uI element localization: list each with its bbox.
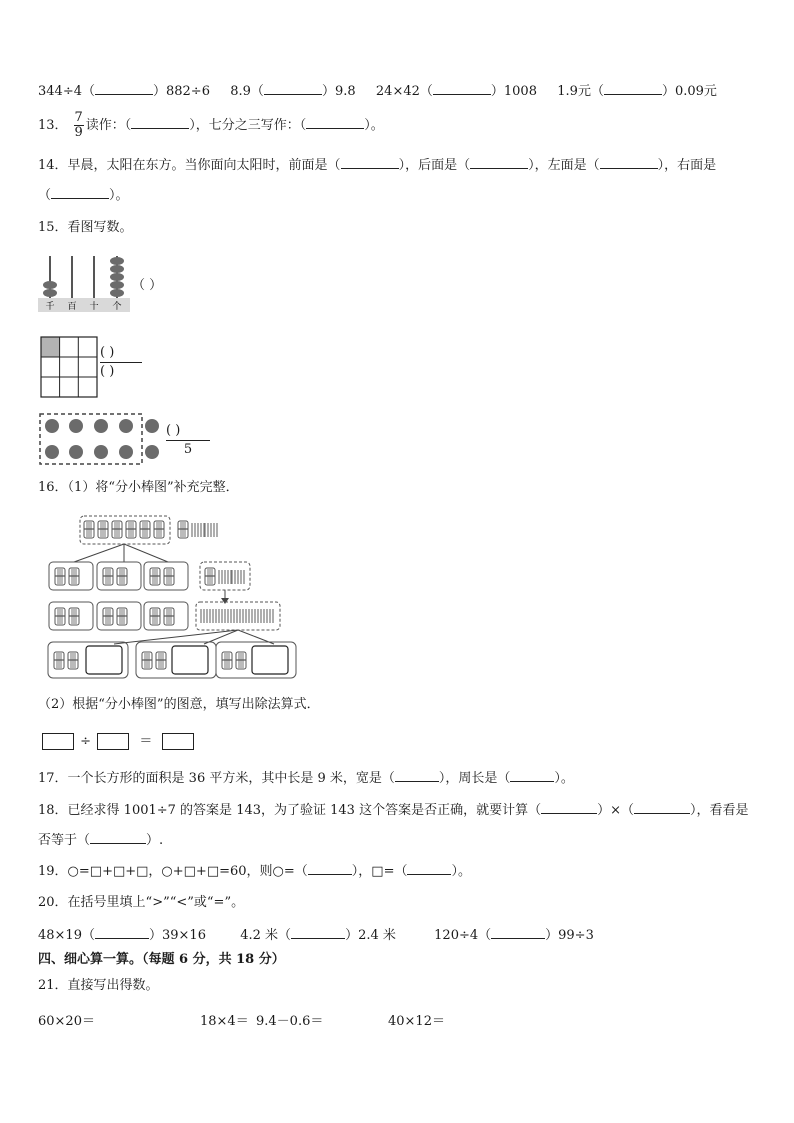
abacus-bead	[43, 289, 57, 297]
ball	[69, 445, 83, 459]
stick-bundle	[117, 608, 127, 625]
grid-shaded-cell	[41, 337, 60, 357]
q16-part2: （2）根据“分小棒图”的图意，填写出除法算式．	[38, 697, 320, 712]
ball	[69, 419, 83, 433]
compare-right-3: ）99÷3	[545, 928, 594, 943]
compare-right-2: ）9.8	[321, 84, 356, 99]
fraction-blank-top[interactable]: ( )	[100, 345, 115, 360]
question-20-items	[38, 926, 594, 945]
compare-left-4: 1.9元（	[557, 84, 604, 99]
stick-division-diagram	[44, 512, 312, 682]
stick-bundle	[178, 521, 188, 538]
fraction-numerator: 7	[74, 110, 83, 125]
equals-sign: ＝	[139, 734, 153, 749]
ball	[45, 419, 59, 433]
question-number: 17．	[38, 771, 68, 786]
question-number: 15．	[38, 220, 68, 235]
q14-text-a: 早晨，太阳在东方。当你面向太阳时，前面是（	[67, 158, 341, 173]
division-sign: ÷	[80, 734, 92, 749]
question-number: 18．	[38, 803, 68, 818]
compare-right-1: ）39×16	[148, 928, 206, 943]
calc-item-2: 18×4＝	[200, 1014, 249, 1029]
question-14-cont	[38, 186, 129, 205]
calc-item-3: 9.4－0.6＝	[256, 1014, 324, 1029]
compare-right-3: ）1008	[490, 84, 537, 99]
stick-bundle	[236, 652, 246, 669]
calc-item-1: 60×20＝	[38, 1014, 95, 1029]
question-16-part2	[38, 696, 320, 714]
stick-bundle	[142, 652, 152, 669]
q18-text-e: ）.	[146, 833, 164, 848]
q16-part1: （1）将“分小棒图”补充完整．	[67, 480, 239, 495]
q13-text-a: 读作：（	[85, 118, 132, 133]
stick-bundle	[84, 521, 94, 538]
fill-in-box[interactable]	[252, 646, 288, 674]
question-14	[38, 156, 716, 175]
balls-figure	[38, 412, 162, 466]
fill-in-box[interactable]	[86, 646, 122, 674]
answer-blank[interactable]	[407, 862, 451, 875]
answer-blank[interactable]	[395, 769, 439, 782]
stick-bundle	[55, 568, 65, 585]
stick-bundle	[205, 568, 215, 585]
stick-bundle	[222, 652, 232, 669]
abacus-label-tens: 十	[89, 302, 99, 312]
ball	[119, 445, 133, 459]
ball	[94, 419, 108, 433]
ball	[45, 445, 59, 459]
stick-bundle	[112, 521, 122, 538]
abacus-figure	[38, 252, 130, 314]
fraction-denominator: 5	[183, 442, 193, 457]
single-sticks	[231, 609, 243, 623]
grid-figure	[40, 336, 98, 398]
stick-bundle	[140, 521, 150, 538]
ball	[94, 445, 108, 459]
stick-bundle	[68, 652, 78, 669]
answer-blank[interactable]	[634, 801, 690, 814]
fraction-7-9	[74, 111, 84, 140]
question-number: 13．	[38, 118, 68, 133]
compare-left-2: 8.9（	[230, 84, 264, 99]
q18-text-c: ），看看是	[690, 803, 749, 818]
abacus-bead	[110, 273, 124, 281]
compare-right-2: ）2.4 米	[345, 928, 396, 943]
question-18-cont	[38, 831, 163, 850]
answer-blank[interactable]	[433, 82, 491, 95]
compare-right-1: ）882÷6	[152, 84, 210, 99]
question-17	[38, 769, 574, 788]
question-number: 19．	[38, 864, 68, 879]
arrow-head	[221, 598, 229, 604]
stick-bundle	[164, 568, 174, 585]
stick-bundle	[69, 568, 79, 585]
stick-bundle	[154, 521, 164, 538]
q14-text-e: （	[38, 188, 52, 203]
abacus-label-thousands: 千	[45, 302, 55, 312]
question-title: 在括号里填上“>”“<”或“=”。	[67, 895, 245, 910]
q13-text-c: ）。	[364, 118, 384, 133]
stick-bundle	[69, 608, 79, 625]
answer-blank[interactable]	[95, 82, 153, 95]
answer-blank[interactable]	[51, 186, 109, 199]
answer-blank[interactable]	[264, 82, 322, 95]
answer-blank[interactable]	[291, 926, 345, 939]
q14-text-f: ）。	[109, 188, 129, 203]
q17-text-a: 一个长方形的面积是 36 平方米，其中长是 9 米，宽是（	[67, 771, 395, 786]
divisor-box[interactable]	[97, 733, 129, 750]
quotient-box[interactable]	[162, 733, 194, 750]
single-sticks	[246, 609, 258, 623]
abacus-bead	[110, 265, 124, 273]
answer-blank[interactable]	[470, 156, 528, 169]
answer-blank[interactable]	[491, 926, 545, 939]
q17-text-c: ）。	[554, 771, 574, 786]
compare-left-2: 4.2 米（	[240, 928, 292, 943]
answer-blank[interactable]	[341, 156, 399, 169]
answer-blank[interactable]	[131, 116, 189, 129]
question-number: 20．	[38, 895, 68, 910]
answer-blank[interactable]	[306, 116, 364, 129]
question-15	[38, 219, 133, 237]
question-19	[38, 862, 471, 881]
division-equation	[42, 730, 194, 750]
answer-blank[interactable]	[308, 862, 352, 875]
compare-left-1: 48×19（	[38, 928, 95, 943]
q18-text-a: 已经求得 1001÷7 的答案是 143，为了验证 143 这个答案是否正确，就要计算（	[67, 803, 542, 818]
abacus-label-ones: 个	[112, 302, 122, 312]
fraction-blank-top[interactable]: ( )	[166, 423, 181, 438]
question-13	[38, 110, 384, 142]
split-arrow	[74, 544, 124, 562]
balls-fraction-answer	[166, 422, 210, 459]
question-number: 16．	[38, 480, 68, 495]
stick-bundle	[156, 652, 166, 669]
stick-bundle	[117, 568, 127, 585]
stick-bundle	[54, 652, 64, 669]
fill-in-box[interactable]	[172, 646, 208, 674]
stick-bundle	[150, 608, 160, 625]
abacus-bead	[110, 257, 124, 265]
answer-blank[interactable]	[600, 156, 658, 169]
ball	[145, 445, 159, 459]
compare-left-3: 120÷4（	[434, 928, 492, 943]
answer-blank[interactable]	[604, 82, 662, 95]
compare-row-top	[38, 82, 717, 101]
question-18	[38, 801, 749, 820]
question-title: 看图写数。	[67, 220, 133, 235]
q19-text-c: ）。	[451, 864, 471, 879]
single-sticks	[219, 570, 231, 584]
stick-bundle	[98, 521, 108, 538]
q19-text-a: ○=□+□+□，○+□+□=60，则○=（	[67, 864, 308, 879]
abacus-bead	[110, 289, 124, 297]
compare-right-4: ）0.09元	[661, 84, 717, 99]
abacus-bead	[43, 281, 57, 289]
stick-bundle	[164, 608, 174, 625]
abacus-bead	[110, 281, 124, 289]
compare-left-3: 24×42（	[375, 84, 433, 99]
ball	[119, 419, 133, 433]
answer-blank[interactable]	[95, 926, 149, 939]
q14-text-d: ），右面是	[657, 158, 717, 173]
stick-bundle	[126, 521, 136, 538]
question-20	[38, 894, 244, 912]
calc-item-4: 40×12＝	[388, 1014, 445, 1029]
split-arrow	[124, 544, 168, 562]
question-21	[38, 977, 159, 995]
question-number: 21．	[38, 978, 68, 993]
q17-text-b: ），周长是（	[438, 771, 511, 786]
stick-bundle	[103, 568, 113, 585]
answer-blank[interactable]	[510, 769, 554, 782]
question-16	[38, 479, 239, 497]
single-sticks	[261, 609, 273, 623]
abacus-answer[interactable]: （ ）	[132, 278, 163, 293]
fraction-denominator: 9	[74, 125, 83, 140]
single-sticks	[216, 609, 228, 623]
stick-bundle	[103, 608, 113, 625]
q18-text-d: 否等于（	[38, 833, 91, 848]
single-sticks	[192, 523, 204, 537]
stick-bundle	[150, 568, 160, 585]
compare-left-1: 344÷4（	[38, 84, 95, 99]
q18-text-b: ）×（	[597, 803, 634, 818]
stick-bundle	[55, 608, 65, 625]
fraction-blank-bottom[interactable]: ( )	[100, 364, 115, 379]
single-sticks	[205, 523, 217, 537]
dividend-box[interactable]	[42, 733, 74, 750]
question-title: 直接写出得数。	[67, 978, 159, 993]
answer-blank[interactable]	[90, 831, 146, 844]
single-sticks	[201, 609, 213, 623]
q19-text-b: ），□=（	[351, 864, 408, 879]
q13-text-b: ），七分之三写作：（	[189, 118, 307, 133]
answer-blank[interactable]	[541, 801, 597, 814]
single-sticks	[232, 570, 244, 584]
section-4-heading: 四、细心算一算。（每题 6 分，共 18 分）	[38, 952, 285, 967]
q14-text-b: ），后面是（	[398, 158, 471, 173]
question-number: 14．	[38, 158, 68, 173]
q14-text-c: ），左面是（	[528, 158, 600, 173]
abacus-label-hundreds: 百	[67, 302, 77, 312]
ball	[145, 419, 159, 433]
grid-fraction-answer	[100, 344, 142, 381]
